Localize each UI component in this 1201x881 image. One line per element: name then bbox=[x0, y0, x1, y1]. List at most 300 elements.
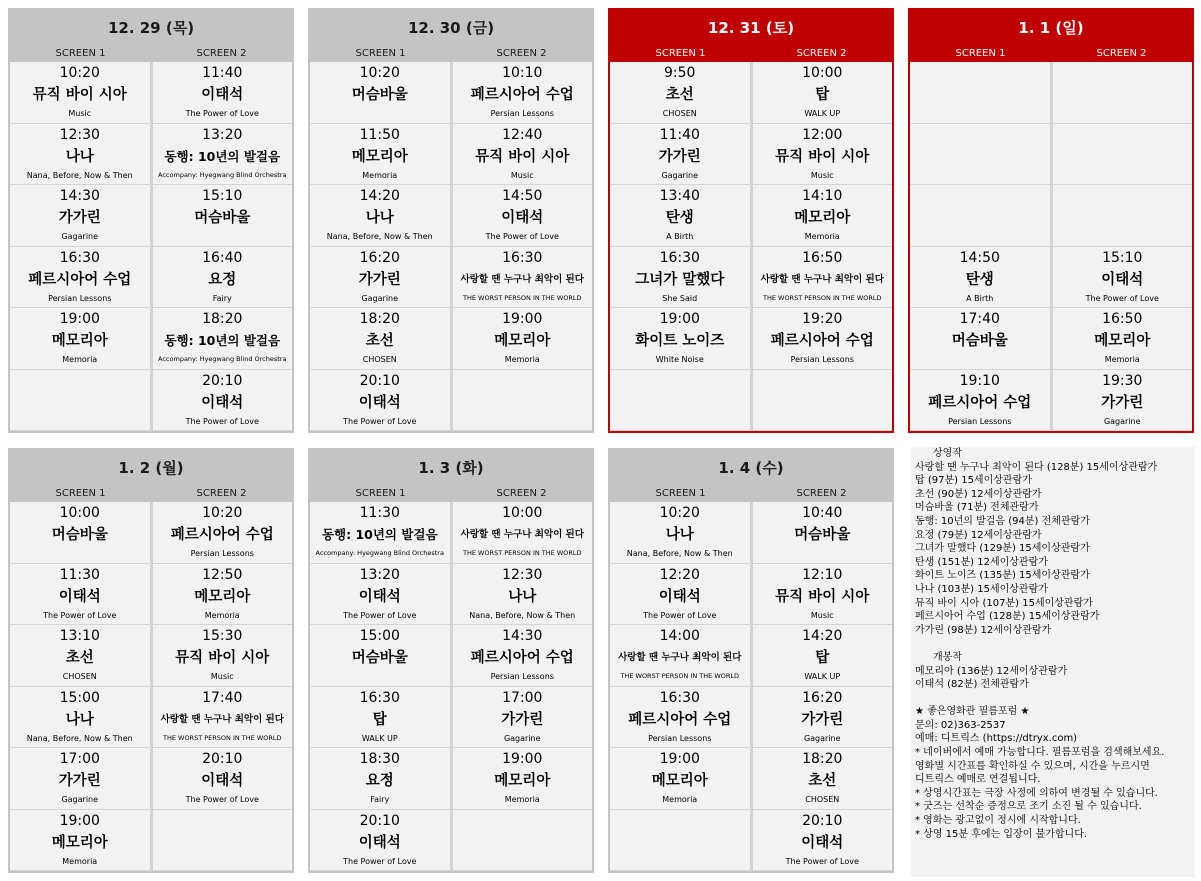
movie-title: 나나 bbox=[508, 588, 537, 605]
movie-english-title: Fairy bbox=[212, 293, 232, 303]
showtime-time: 14:00 bbox=[659, 628, 700, 644]
showtime-slot bbox=[153, 247, 293, 309]
movie-english-title: She Said bbox=[662, 293, 698, 303]
showtime-slot bbox=[910, 247, 1050, 309]
movie-title: 이태석 bbox=[201, 394, 244, 411]
showtime-slot bbox=[153, 748, 293, 810]
showtime-time: 18:30 bbox=[359, 751, 400, 767]
showtime-time: 10:00 bbox=[502, 505, 543, 521]
movie-title: 뮤직 바이 시아 bbox=[32, 87, 127, 103]
showtime-slot bbox=[753, 748, 893, 810]
movie-english-title: Accompany: Hyegwang Blind Orchestra bbox=[158, 170, 287, 179]
showtime-slot bbox=[453, 124, 593, 186]
showtime-slot bbox=[153, 370, 293, 432]
showtime-slot bbox=[10, 564, 150, 626]
movie-title: 나나 bbox=[365, 210, 394, 226]
showtime-slot bbox=[1053, 247, 1193, 309]
screening-film-entry: 나나 (103분) 15세이상관람가 bbox=[915, 583, 1048, 595]
showtime-grid bbox=[910, 62, 1192, 431]
empty-slot bbox=[453, 810, 593, 872]
showtime-time: 19:00 bbox=[59, 812, 100, 829]
movie-title: 뮤직 바이 시아 bbox=[775, 148, 870, 165]
movie-title: 동행: 10년의 발걸음 bbox=[321, 527, 438, 542]
day-date: 12. 30 (금) bbox=[407, 19, 495, 37]
movie-title: 가가린 bbox=[801, 711, 844, 728]
showtime-time: 16:20 bbox=[359, 249, 400, 266]
movie-title: 메모리아 bbox=[794, 210, 851, 226]
notice-line: 문의: 02)363-2537 bbox=[915, 719, 1006, 731]
screening-film-entry: 페르시아어 수업 (128분) 15세이상관람가 bbox=[915, 611, 1100, 623]
showtime-slot bbox=[10, 625, 150, 687]
movie-english-title: Memoria bbox=[504, 355, 540, 364]
screen-label: SCREEN 2 bbox=[196, 48, 247, 59]
movie-english-title: THE WORST PERSON IN THE WORLD bbox=[162, 733, 282, 742]
showtime-time: 16:30 bbox=[359, 689, 400, 706]
showtime-slot bbox=[310, 62, 450, 124]
movie-title: 뮤직 바이 시아 bbox=[175, 650, 270, 666]
showtime-time: 11:40 bbox=[659, 126, 700, 143]
showtime-time: 19:20 bbox=[802, 311, 843, 327]
showtime-slot bbox=[310, 810, 450, 872]
showtime-time: 20:10 bbox=[802, 812, 843, 829]
movie-title: 머슴바울 bbox=[51, 527, 108, 543]
showtime-slot bbox=[753, 247, 893, 309]
movie-title: 사랑할 땐 누구나 최악이 된다 bbox=[160, 713, 284, 725]
movie-title: 페르시아어 수업 bbox=[770, 333, 874, 349]
showtime-time: 12:30 bbox=[502, 566, 543, 583]
showtime-time: 17:40 bbox=[202, 689, 243, 706]
movie-title: 화이트 노이즈 bbox=[635, 333, 725, 349]
showtime-slot bbox=[753, 62, 893, 124]
movie-english-title: Memoria bbox=[1104, 355, 1140, 364]
screen-label: SCREEN 2 bbox=[196, 488, 247, 499]
notice-line: ★ 좋은영화관 필름포럼 ★ bbox=[915, 706, 1030, 718]
movie-title: 메모리아 bbox=[494, 333, 551, 349]
day-schedule bbox=[308, 8, 594, 433]
showtime-time: 10:40 bbox=[802, 505, 843, 521]
showtime-grid bbox=[10, 502, 292, 871]
showtime-time: 10:00 bbox=[59, 505, 100, 521]
day-schedule bbox=[908, 8, 1194, 433]
movie-title: 동행: 10년의 발걸음 bbox=[164, 148, 281, 164]
movie-english-title: Nana, Before, Now & Then bbox=[26, 733, 133, 743]
screen-labels bbox=[610, 46, 892, 62]
showtime-slot bbox=[10, 185, 150, 247]
showtime-slot bbox=[753, 185, 893, 247]
screening-film-entry: 탑 (97분) 15세이상관람가 bbox=[915, 475, 1032, 487]
movie-english-title: Memoria bbox=[204, 610, 240, 620]
showtime-slot bbox=[153, 502, 293, 564]
opening-film-entry: 이태석 (82분) 전체관람가 bbox=[915, 679, 1029, 691]
movie-english-title: The Power of Love bbox=[485, 232, 559, 241]
movie-english-title: A Birth bbox=[666, 232, 694, 241]
showtime-grid bbox=[10, 62, 292, 431]
movie-english-title: The Power of Love bbox=[343, 856, 417, 866]
movie-title: 탄생 bbox=[965, 271, 994, 288]
showtime-slot bbox=[453, 687, 593, 749]
movie-title: 머슴바울 bbox=[794, 527, 851, 543]
showtime-time: 13:20 bbox=[202, 126, 243, 143]
empty-slot bbox=[910, 62, 1050, 124]
movie-title: 메모리아 bbox=[194, 588, 251, 605]
movie-english-title: The Power of Love bbox=[1085, 293, 1159, 303]
movie-english-title: The Power of Love bbox=[43, 610, 117, 620]
empty-slot bbox=[453, 370, 593, 432]
showtime-time: 16:30 bbox=[59, 249, 100, 266]
movie-english-title: The Power of Love bbox=[185, 109, 259, 118]
movie-title: 페르시아어 수업 bbox=[628, 711, 732, 728]
movie-english-title: Gagarine bbox=[61, 232, 99, 241]
showtime-slot bbox=[10, 247, 150, 309]
movie-title: 가가린 bbox=[58, 773, 101, 789]
movie-title: 이태석 bbox=[358, 834, 401, 851]
notice-line: * 네이버에서 예매 가능합니다. 필름포럼을 검색해보세요. bbox=[915, 747, 1165, 759]
movie-english-title: THE WORST PERSON IN THE WORLD bbox=[462, 549, 582, 557]
screening-film-entry: 가가린 (98분) 12세이상관람가 bbox=[915, 624, 1052, 636]
showtime-slot bbox=[453, 62, 593, 124]
showtime-time: 16:40 bbox=[202, 249, 243, 266]
showtime-slot bbox=[10, 748, 150, 810]
movie-english-title: CHOSEN bbox=[62, 672, 97, 681]
showtime-time: 19:10 bbox=[959, 372, 1000, 389]
movie-english-title: Memoria bbox=[804, 232, 840, 241]
showtime-time: 13:20 bbox=[359, 566, 400, 583]
day-schedule bbox=[8, 448, 294, 873]
showtime-time: 16:30 bbox=[502, 249, 543, 266]
movie-english-title: Nana, Before, Now & Then bbox=[626, 549, 733, 558]
movie-title: 머슴바울 bbox=[351, 650, 408, 666]
showtime-time: 18:20 bbox=[202, 311, 243, 327]
showtime-time: 10:20 bbox=[659, 505, 700, 521]
movie-title: 머슴바울 bbox=[351, 87, 408, 103]
screen-label: SCREEN 2 bbox=[496, 48, 547, 59]
movie-title: 초선 bbox=[65, 650, 94, 666]
screening-heading: 상영작 bbox=[933, 448, 962, 459]
movie-title: 초선 bbox=[365, 333, 394, 349]
showtime-time: 19:00 bbox=[502, 751, 543, 767]
movie-english-title: Persian Lessons bbox=[790, 355, 854, 364]
showtime-time: 16:50 bbox=[1102, 311, 1143, 327]
showtime-slot bbox=[310, 370, 450, 432]
showtime-time: 13:40 bbox=[659, 188, 700, 204]
empty-slot bbox=[153, 810, 293, 872]
showtime-slot bbox=[910, 308, 1050, 370]
movie-english-title: Music bbox=[810, 610, 834, 620]
showtime-slot bbox=[310, 502, 450, 564]
movie-english-title: Music bbox=[210, 672, 234, 681]
showtime-slot bbox=[753, 308, 893, 370]
screening-film-entry: 동행: 10년의 발걸음 (94분) 전체관람가 bbox=[915, 515, 1090, 527]
empty-slot bbox=[910, 124, 1050, 186]
movie-title: 이태석 bbox=[58, 588, 101, 605]
showtime-time: 10:20 bbox=[202, 505, 243, 521]
empty-slot bbox=[1053, 62, 1193, 124]
showtime-slot bbox=[310, 124, 450, 186]
notice-line: 영화별 시간표를 확인하실 수 있으며, 시간을 누르시면 bbox=[915, 760, 1150, 772]
showtime-slot bbox=[610, 308, 750, 370]
empty-slot bbox=[610, 810, 750, 872]
movie-title: 이태석 bbox=[1101, 271, 1144, 288]
showtime-slot bbox=[310, 625, 450, 687]
movie-english-title: Music bbox=[510, 170, 534, 180]
day-date: 1. 3 (화) bbox=[418, 459, 484, 477]
day-date: 1. 4 (수) bbox=[718, 459, 784, 477]
showtime-time: 20:10 bbox=[202, 372, 243, 389]
showtime-time: 19:00 bbox=[659, 311, 700, 327]
showtime-grid bbox=[310, 502, 592, 871]
screening-film-entry: 사랑할 땐 누구나 최악이 된다 (128분) 15세이상관람가 bbox=[915, 461, 1158, 473]
screen-label: SCREEN 1 bbox=[55, 48, 106, 59]
showtime-slot bbox=[610, 687, 750, 749]
movie-title: 초선 bbox=[808, 773, 837, 789]
movie-english-title: Gagarine bbox=[803, 733, 841, 743]
notice-line: * 상영 15분 후에는 입장이 불가합니다. bbox=[915, 828, 1088, 840]
showtime-slot bbox=[153, 687, 293, 749]
movie-title: 이태석 bbox=[201, 773, 244, 789]
movie-title: 메모리아 bbox=[651, 773, 708, 789]
showtime-time: 12:20 bbox=[659, 566, 700, 583]
movie-title: 이태석 bbox=[801, 834, 844, 851]
screen-labels bbox=[10, 46, 292, 62]
opening-film-entry: 메모리아 (136분) 12세이상관람가 bbox=[915, 665, 1068, 677]
day-date: 12. 29 (목) bbox=[107, 19, 195, 37]
movie-english-title: The Power of Love bbox=[343, 610, 417, 620]
showtime-slot bbox=[453, 502, 593, 564]
movie-english-title: Persian Lessons bbox=[190, 549, 254, 558]
movie-title: 이태석 bbox=[358, 588, 401, 605]
opening-heading: 개봉작 bbox=[933, 651, 962, 663]
showtime-slot bbox=[753, 810, 893, 872]
movie-english-title: Persian Lessons bbox=[48, 293, 112, 303]
movie-english-title: Accompany: Hyegwang Blind Orchestra bbox=[315, 549, 444, 557]
movie-title: 가가린 bbox=[58, 210, 101, 226]
showtime-time: 16:20 bbox=[802, 689, 843, 706]
movie-english-title: CHOSEN bbox=[805, 795, 840, 804]
showtime-time: 15:00 bbox=[59, 689, 100, 706]
movie-title: 나나 bbox=[65, 148, 94, 165]
movie-english-title: Memoria bbox=[62, 355, 98, 364]
movie-title: 이태석 bbox=[501, 210, 544, 226]
screen-label: SCREEN 2 bbox=[496, 488, 547, 499]
showtime-time: 13:10 bbox=[59, 628, 100, 644]
showtime-time: 15:10 bbox=[1102, 249, 1143, 266]
showtime-slot bbox=[453, 564, 593, 626]
showtime-time: 14:50 bbox=[959, 249, 1000, 266]
empty-slot bbox=[1053, 185, 1193, 247]
showtime-time: 16:50 bbox=[802, 249, 843, 266]
screening-film-entry: 화이트 노이즈 (135분) 15세이상관람가 bbox=[915, 570, 1090, 582]
movie-title: 메모리아 bbox=[51, 333, 108, 349]
showtime-time: 19:00 bbox=[502, 311, 543, 327]
showtime-slot bbox=[453, 308, 593, 370]
movie-title: 메모리아 bbox=[1094, 333, 1151, 349]
screening-film-entry: 탄생 (151분) 12세이상관람가 bbox=[915, 556, 1048, 568]
movie-english-title: CHOSEN bbox=[662, 109, 697, 118]
screening-film-entry: 요정 (79분) 12세이상관람가 bbox=[915, 529, 1042, 541]
showtime-time: 19:30 bbox=[1102, 372, 1143, 389]
showtime-time: 12:40 bbox=[502, 126, 543, 143]
showtime-time: 18:20 bbox=[802, 751, 843, 767]
showtime-slot bbox=[1053, 370, 1193, 432]
showtime-slot bbox=[453, 748, 593, 810]
showtime-time: 11:50 bbox=[359, 126, 400, 143]
empty-slot bbox=[610, 370, 750, 432]
movie-english-title: Nana, Before, Now & Then bbox=[26, 170, 133, 180]
day-schedule bbox=[308, 448, 594, 873]
showtime-slot bbox=[10, 124, 150, 186]
showtime-time: 18:20 bbox=[359, 311, 400, 327]
day-date: 12. 31 (토) bbox=[707, 19, 795, 37]
screen-labels bbox=[310, 486, 592, 502]
day-schedule bbox=[608, 448, 894, 873]
movie-english-title: Music bbox=[68, 109, 92, 118]
showtime-time: 16:30 bbox=[659, 249, 700, 266]
showtime-slot bbox=[753, 625, 893, 687]
movie-title: 나나 bbox=[65, 711, 94, 728]
movie-title: 탑 bbox=[815, 87, 830, 103]
showtime-time: 14:30 bbox=[502, 628, 543, 644]
screen-label: SCREEN 1 bbox=[55, 488, 106, 499]
movie-title: 이태석 bbox=[658, 588, 701, 605]
movie-title: 사랑할 땐 누구나 최악이 된다 bbox=[460, 273, 584, 285]
screen-label: SCREEN 1 bbox=[655, 488, 706, 499]
showtime-slot bbox=[153, 625, 293, 687]
movie-title: 머슴바울 bbox=[194, 210, 251, 226]
showtime-time: 20:10 bbox=[202, 751, 243, 767]
showtime-slot bbox=[10, 62, 150, 124]
showtime-time: 10:20 bbox=[359, 65, 400, 81]
movie-english-title: Memoria bbox=[504, 795, 540, 804]
showtime-slot bbox=[310, 748, 450, 810]
movie-english-title: Gagarine bbox=[1103, 416, 1141, 426]
movie-english-title: The Power of Love bbox=[785, 856, 859, 866]
movie-title: 탑 bbox=[815, 650, 830, 666]
showtime-time: 12:00 bbox=[802, 126, 843, 143]
movie-english-title: THE WORST PERSON IN THE WORLD bbox=[762, 293, 882, 302]
showtime-time: 11:30 bbox=[359, 505, 400, 521]
day-schedule bbox=[8, 8, 294, 433]
showtime-time: 14:10 bbox=[802, 188, 843, 204]
movie-title: 탄생 bbox=[665, 210, 694, 226]
movie-title: 메모리아 bbox=[351, 148, 408, 165]
screen-label: SCREEN 2 bbox=[1096, 48, 1147, 59]
screening-film-entry: 뮤직 바이 시아 (107분) 15세이상관람가 bbox=[915, 597, 1093, 609]
showtime-time: 14:50 bbox=[502, 188, 543, 204]
showtime-time: 14:30 bbox=[59, 188, 100, 204]
showtime-slot bbox=[153, 564, 293, 626]
movie-title: 이태석 bbox=[358, 394, 401, 411]
movie-title: 탑 bbox=[372, 711, 387, 728]
showtime-time: 10:20 bbox=[59, 65, 100, 81]
showtime-slot bbox=[153, 185, 293, 247]
movie-english-title: WALK UP bbox=[361, 733, 398, 743]
notice-line: 디트릭스 예매로 연결됩니다. bbox=[915, 774, 1041, 786]
showtime-grid bbox=[310, 62, 592, 431]
movie-title: 가가린 bbox=[501, 711, 544, 728]
showtime-slot bbox=[310, 308, 450, 370]
showtime-time: 17:00 bbox=[502, 689, 543, 706]
showtime-slot bbox=[310, 687, 450, 749]
showtime-slot bbox=[753, 564, 893, 626]
movie-english-title: WALK UP bbox=[804, 109, 841, 118]
screen-label: SCREEN 1 bbox=[655, 48, 706, 59]
movie-title: 뮤직 바이 시아 bbox=[775, 588, 870, 605]
day-date: 1. 2 (월) bbox=[118, 459, 184, 477]
screening-film-entry: 머슴바울 (71분) 전체관람가 bbox=[915, 502, 1039, 514]
movie-title: 메모리아 bbox=[51, 834, 108, 851]
showtime-time: 15:10 bbox=[202, 188, 243, 204]
showtime-time: 9:50 bbox=[664, 65, 696, 81]
day-schedule bbox=[608, 8, 894, 433]
showtime-time: 11:40 bbox=[202, 65, 243, 81]
showtime-time: 16:30 bbox=[659, 689, 700, 706]
movie-english-title: The Power of Love bbox=[185, 416, 259, 426]
showtime-slot bbox=[610, 564, 750, 626]
movie-english-title: CHOSEN bbox=[362, 355, 397, 364]
showtime-slot bbox=[610, 625, 750, 687]
movie-title: 메모리아 bbox=[494, 773, 551, 789]
movie-english-title: Gagarine bbox=[361, 293, 399, 303]
showtime-slot bbox=[610, 502, 750, 564]
info-panel bbox=[911, 447, 1195, 877]
showtime-slot bbox=[610, 185, 750, 247]
movie-title: 이태석 bbox=[201, 87, 244, 103]
showtime-time: 14:20 bbox=[359, 188, 400, 204]
screening-film-entry: 그녀가 말했다 (129분) 15세이상관람가 bbox=[915, 543, 1090, 555]
showtime-slot bbox=[453, 247, 593, 309]
showtime-time: 10:00 bbox=[802, 65, 843, 81]
showtime-grid bbox=[610, 502, 892, 871]
screen-label: SCREEN 1 bbox=[355, 488, 406, 499]
showtime-time: 10:10 bbox=[502, 65, 543, 81]
screen-label: SCREEN 2 bbox=[796, 488, 847, 499]
showtime-slot bbox=[453, 625, 593, 687]
screen-label: SCREEN 1 bbox=[355, 48, 406, 59]
movie-title: 가가린 bbox=[358, 271, 401, 288]
showtime-slot bbox=[10, 810, 150, 872]
showtime-time: 17:40 bbox=[959, 311, 1000, 327]
showtime-slot bbox=[610, 124, 750, 186]
movie-title: 그녀가 말했다 bbox=[635, 271, 725, 288]
showtime-time: 17:00 bbox=[59, 751, 100, 767]
screen-label: SCREEN 2 bbox=[796, 48, 847, 59]
movie-english-title: White Noise bbox=[655, 355, 704, 364]
showtime-slot bbox=[153, 308, 293, 370]
movie-title: 사랑할 땐 누구나 최악이 된다 bbox=[760, 273, 884, 285]
showtime-slot bbox=[610, 748, 750, 810]
showtime-time: 19:00 bbox=[59, 311, 100, 327]
showtime-slot bbox=[153, 124, 293, 186]
showtime-time: 12:10 bbox=[802, 566, 843, 583]
movie-english-title: Accompany: Hyegwang Blind Orchestra bbox=[158, 355, 287, 363]
notice-line: * 상영시간표는 극장 사정에 의하여 변경될 수 있습니다. bbox=[915, 787, 1158, 799]
empty-slot bbox=[753, 370, 893, 432]
movie-title: 뮤직 바이 시아 bbox=[475, 148, 570, 165]
showtime-time: 11:30 bbox=[59, 566, 100, 583]
showtime-time: 14:20 bbox=[802, 628, 843, 644]
screening-film-entry: 초선 (90분) 12세이상관람가 bbox=[915, 488, 1042, 500]
movie-english-title: Nana, Before, Now & Then bbox=[326, 232, 433, 241]
showtime-slot bbox=[153, 62, 293, 124]
movie-title: 요정 bbox=[365, 773, 394, 789]
screen-labels bbox=[310, 46, 592, 62]
movie-english-title: Gagarine bbox=[503, 733, 541, 743]
showtime-time: 15:30 bbox=[202, 628, 243, 644]
movie-title: 사랑할 땐 누구나 최악이 된다 bbox=[460, 529, 584, 540]
movie-title: 가가린 bbox=[658, 148, 701, 165]
movie-english-title: The Power of Love bbox=[343, 416, 417, 426]
showtime-time: 19:00 bbox=[659, 751, 700, 767]
